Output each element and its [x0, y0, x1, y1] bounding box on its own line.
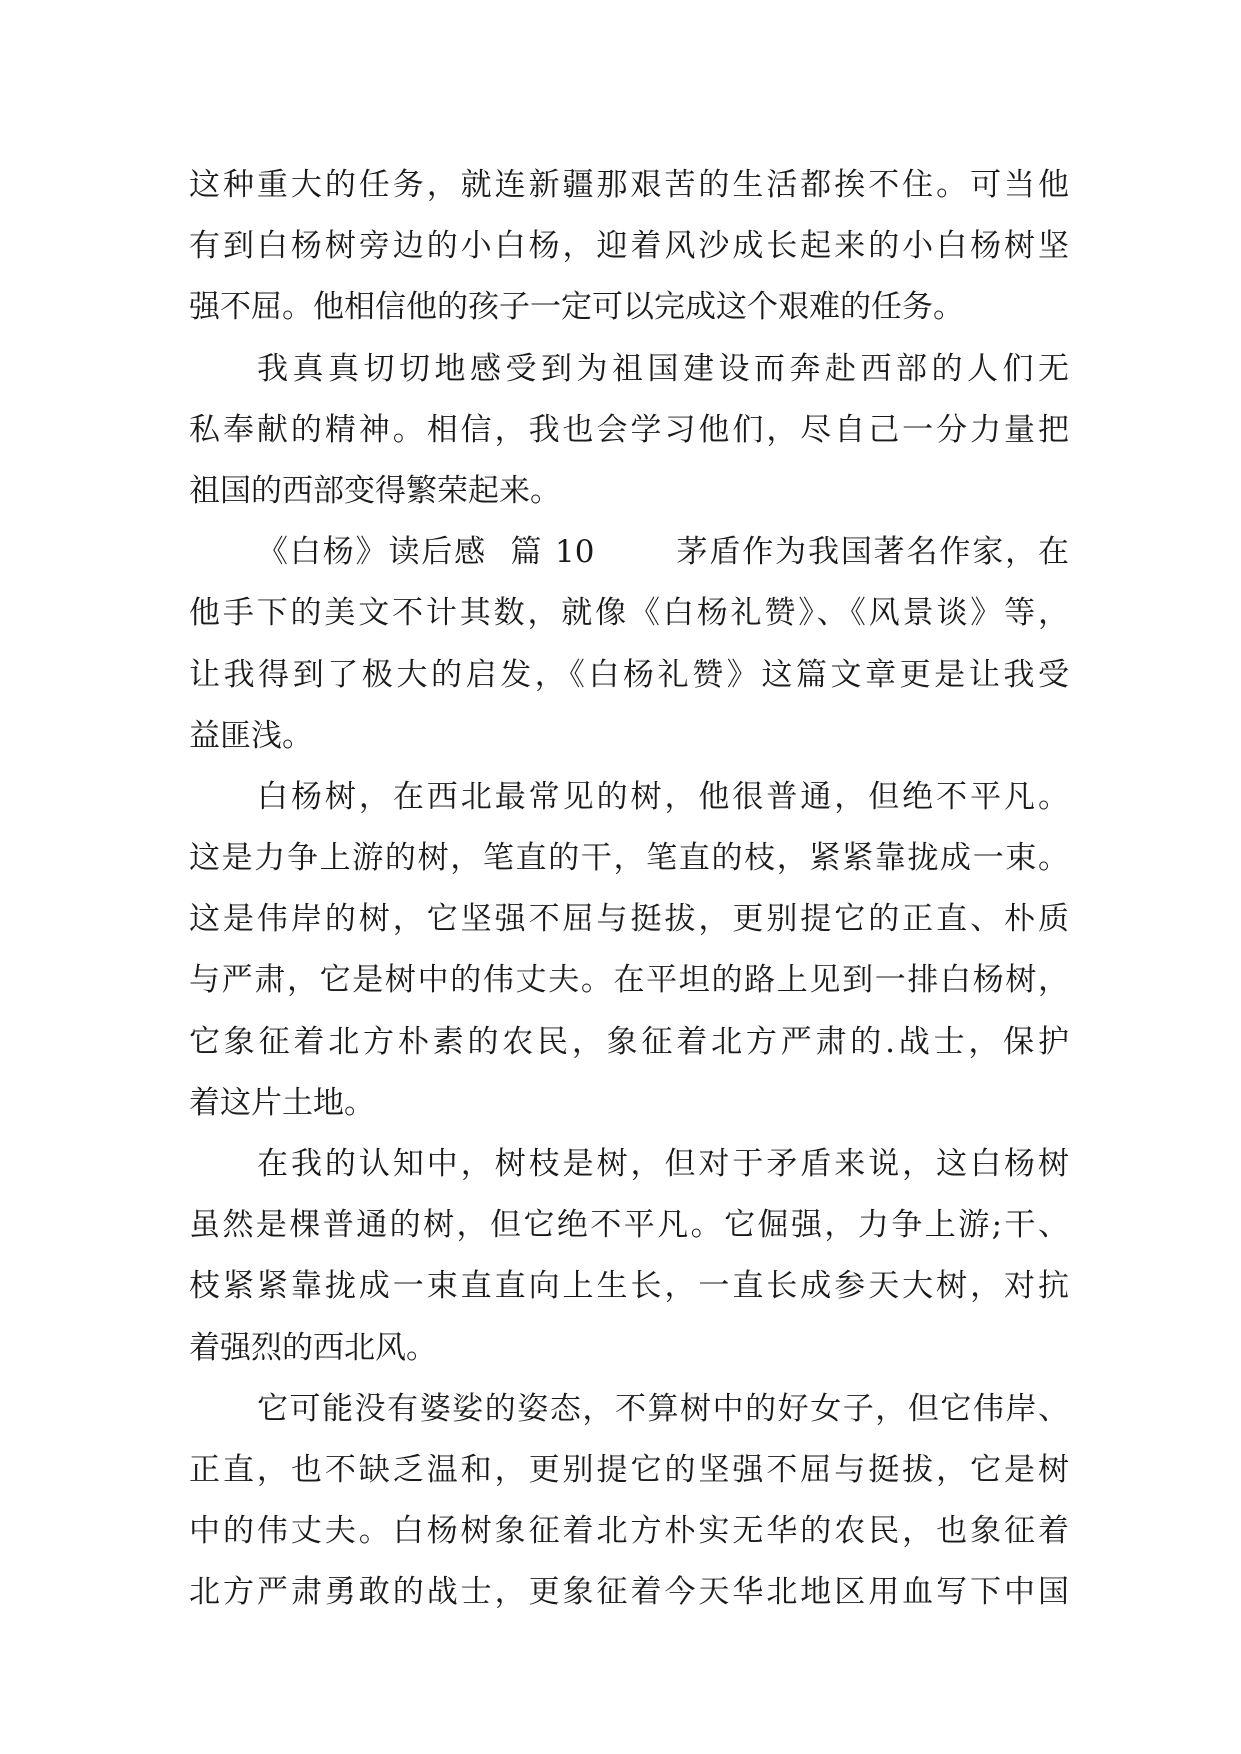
text-line: 着这片土地。 [189, 1084, 375, 1121]
text-line: 北方严肃勇敢的战士，更象征着今天华北地区用血写下中国 [189, 1574, 1069, 1611]
text-line: 有到白杨树旁边的小白杨，迎着风沙成长起来的小白杨树坚 [189, 228, 1069, 265]
document-body [189, 155, 1069, 1624]
text-line: 枝紧紧靠拢成一束直直向上生长，一直长成参天大树，对抗 [189, 1268, 1069, 1305]
text-line: 与严肃，它是树中的伟丈夫。在平坦的路上见到一排白杨树， [189, 962, 1069, 999]
text-line: 着强烈的西北风。 [189, 1329, 437, 1366]
text-line: 白杨树，在西北最常见的树，他很普通，但绝不平凡。 [257, 778, 1069, 815]
text-line: 中的伟丈夫。白杨树象征着北方朴实无华的农民，也象征着 [189, 1513, 1069, 1550]
text-line: 这是力争上游的树，笔直的干，笔直的枝，紧紧靠拢成一束。 [189, 840, 1069, 877]
text-line: 在我的认知中，树枝是树，但对于矛盾来说，这白杨树 [257, 1146, 1069, 1182]
text-line: 益匪浅。 [189, 717, 313, 754]
text-line: 虽然是棵普通的树，但它绝不平凡。它倔强，力争上游;干、 [189, 1207, 1069, 1244]
text-line: 私奉献的精神。相信，我也会学习他们，尽自己一分力量把 [189, 411, 1069, 448]
text-line: 我真真切切地感受到为祖国建设而奔赴西部的人们无 [257, 350, 1069, 387]
text-line: 《白杨》读后感 篇 10 茅盾作为我国著名作家，在 [257, 534, 1069, 571]
text-line: 祖国的西部变得繁荣起来。 [189, 472, 561, 509]
text-line: 让我得到了极大的启发，《白杨礼赞》这篇文章更是让我受 [189, 656, 1069, 693]
text-line: 它象征着北方朴素的农民，象征着北方严肃的.战士，保护 [189, 1023, 1069, 1060]
text-line: 正直，也不缺乏温和，更别提它的坚强不屈与挺拔，它是树 [189, 1451, 1069, 1488]
text-line: 他手下的美文不计其数，就像《白杨礼赞》、《风景谈》等， [189, 595, 1069, 632]
text-line: 这种重大的任务，就连新疆那艰苦的生活都挨不住。可当他 [189, 167, 1069, 203]
text-line: 强不屈。他相信他的孩子一定可以完成这个艰难的任务。 [189, 289, 964, 326]
text-line: 这是伟岸的树，它坚强不屈与挺拔，更别提它的正直、朴质 [189, 901, 1069, 938]
text-line: 它可能没有婆娑的姿态，不算树中的好女子，但它伟岸、 [257, 1390, 1069, 1427]
